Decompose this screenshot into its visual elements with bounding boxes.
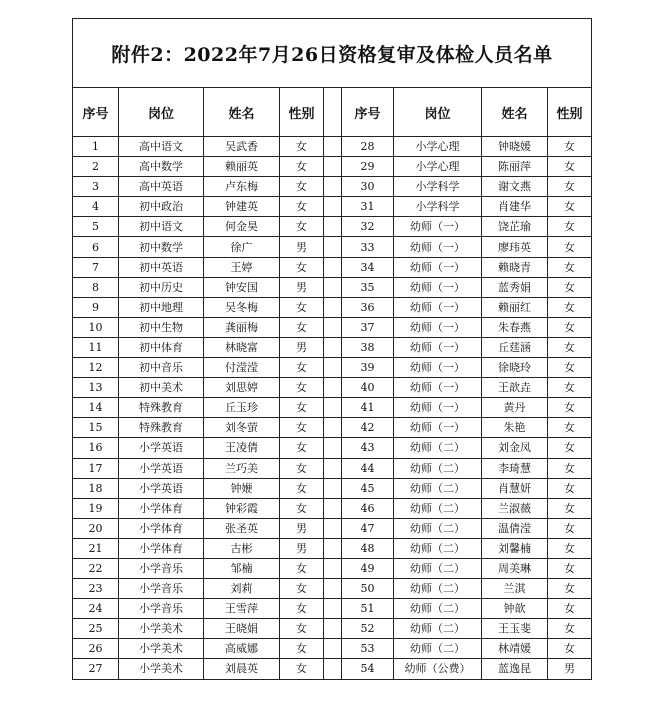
cell-name-right: 廖玮英 [482, 237, 548, 257]
document-sheet [72, 18, 591, 680]
cell-gender-right: 女 [548, 297, 592, 317]
cell-gender-left: 女 [280, 358, 324, 378]
cell-gender-right: 女 [548, 538, 592, 558]
cell-post-right: 幼师（一） [394, 217, 482, 237]
cell-name-left: 钟建英 [204, 197, 280, 217]
cell-gender-left: 女 [280, 418, 324, 438]
column-gap [324, 358, 342, 378]
table-row [73, 518, 592, 538]
cell-seq-right: 54 [342, 659, 394, 679]
cell-name-left: 付滢滢 [204, 358, 280, 378]
cell-gender-left: 女 [280, 398, 324, 418]
cell-gender-right: 女 [548, 478, 592, 498]
cell-seq-right: 40 [342, 378, 394, 398]
table-row [73, 458, 592, 478]
cell-seq-left: 3 [73, 177, 119, 197]
table-row [73, 438, 592, 458]
cell-name-right: 林靖媛 [482, 639, 548, 659]
cell-seq-right: 48 [342, 538, 394, 558]
column-gap [324, 398, 342, 418]
cell-post-right: 幼师（一） [394, 237, 482, 257]
cell-post-left: 小学音乐 [119, 579, 204, 599]
cell-post-right: 幼师（二） [394, 558, 482, 578]
table-row [73, 538, 592, 558]
cell-post-left: 小学体育 [119, 518, 204, 538]
cell-name-left: 兰巧美 [204, 458, 280, 478]
cell-seq-right: 34 [342, 257, 394, 277]
cell-name-left: 王雪萍 [204, 599, 280, 619]
table-row [73, 277, 592, 297]
cell-post-right: 幼师（一） [394, 297, 482, 317]
column-gap [324, 438, 342, 458]
cell-name-left: 邹楠 [204, 558, 280, 578]
cell-gender-right: 女 [548, 197, 592, 217]
cell-seq-left: 6 [73, 237, 119, 257]
cell-post-right: 小学心理 [394, 157, 482, 177]
cell-post-right: 幼师（二） [394, 639, 482, 659]
cell-seq-right: 33 [342, 237, 394, 257]
cell-gender-right: 女 [548, 217, 592, 237]
cell-gender-right: 女 [548, 378, 592, 398]
cell-name-right: 徐晓玲 [482, 358, 548, 378]
cell-name-right: 周美琳 [482, 558, 548, 578]
cell-seq-right: 36 [342, 297, 394, 317]
table-row [73, 317, 592, 337]
cell-gender-left: 男 [280, 538, 324, 558]
cell-gender-right: 女 [548, 458, 592, 478]
cell-seq-left: 4 [73, 197, 119, 217]
header-name-left: 姓名 [204, 88, 280, 137]
cell-name-right: 谢文燕 [482, 177, 548, 197]
cell-gender-left: 女 [280, 378, 324, 398]
cell-seq-left: 8 [73, 277, 119, 297]
cell-name-right: 温倩滢 [482, 518, 548, 538]
cell-post-right: 幼师（二） [394, 579, 482, 599]
column-gap [324, 157, 342, 177]
table-row [73, 659, 592, 679]
cell-gender-right: 女 [548, 498, 592, 518]
cell-gender-right: 女 [548, 277, 592, 297]
cell-name-left: 龚丽梅 [204, 317, 280, 337]
cell-post-left: 初中历史 [119, 277, 204, 297]
cell-gender-right: 男 [548, 659, 592, 679]
header-gender-right: 性别 [548, 88, 592, 137]
column-gap [324, 378, 342, 398]
cell-seq-left: 16 [73, 438, 119, 458]
cell-seq-left: 25 [73, 619, 119, 639]
cell-post-right: 幼师（一） [394, 337, 482, 357]
cell-post-left: 高中语文 [119, 137, 204, 157]
table-row [73, 619, 592, 639]
cell-post-left: 初中政治 [119, 197, 204, 217]
cell-post-right: 幼师（一） [394, 257, 482, 277]
cell-post-right: 幼师（二） [394, 498, 482, 518]
cell-gender-left: 女 [280, 317, 324, 337]
cell-name-left: 刘冬萤 [204, 418, 280, 438]
table-row [73, 498, 592, 518]
column-gap [324, 88, 342, 137]
cell-gender-right: 女 [548, 257, 592, 277]
cell-name-right: 刘馨楠 [482, 538, 548, 558]
cell-gender-right: 女 [548, 639, 592, 659]
cell-name-left: 吴冬梅 [204, 297, 280, 317]
cell-gender-right: 女 [548, 619, 592, 639]
table-row [73, 257, 592, 277]
cell-gender-left: 男 [280, 237, 324, 257]
cell-post-right: 幼师（一） [394, 317, 482, 337]
cell-gender-right: 女 [548, 599, 592, 619]
cell-name-left: 钟安国 [204, 277, 280, 297]
cell-post-right: 幼师（一） [394, 418, 482, 438]
header-post-left: 岗位 [119, 88, 204, 137]
cell-gender-right: 女 [548, 418, 592, 438]
table-row [73, 177, 592, 197]
cell-gender-right: 女 [548, 317, 592, 337]
cell-gender-left: 女 [280, 639, 324, 659]
cell-post-left: 初中美术 [119, 378, 204, 398]
cell-post-left: 初中体育 [119, 337, 204, 357]
column-gap [324, 558, 342, 578]
cell-post-left: 小学体育 [119, 498, 204, 518]
cell-post-right: 幼师（二） [394, 518, 482, 538]
cell-seq-left: 19 [73, 498, 119, 518]
cell-post-left: 初中音乐 [119, 358, 204, 378]
cell-seq-right: 51 [342, 599, 394, 619]
cell-seq-left: 5 [73, 217, 119, 237]
cell-name-right: 钟晓媛 [482, 137, 548, 157]
table-row [73, 358, 592, 378]
document-title: 附件2：2022年7月26日资格复审及体检人员名单 [73, 19, 592, 88]
cell-seq-left: 27 [73, 659, 119, 679]
table-row [73, 378, 592, 398]
cell-name-right: 朱艳 [482, 418, 548, 438]
cell-name-right: 朱春燕 [482, 317, 548, 337]
cell-post-left: 初中语文 [119, 217, 204, 237]
header-name-right: 姓名 [482, 88, 548, 137]
cell-gender-left: 女 [280, 197, 324, 217]
column-gap [324, 518, 342, 538]
cell-name-right: 饶芷瑜 [482, 217, 548, 237]
table-row [73, 558, 592, 578]
cell-post-right: 幼师（一） [394, 277, 482, 297]
header-seq-left: 序号 [73, 88, 119, 137]
table-row [73, 157, 592, 177]
cell-post-left: 小学英语 [119, 458, 204, 478]
cell-post-left: 初中地理 [119, 297, 204, 317]
cell-name-right: 兰淇 [482, 579, 548, 599]
table-row [73, 398, 592, 418]
cell-name-left: 林晓富 [204, 337, 280, 357]
column-gap [324, 458, 342, 478]
cell-name-right: 王歆垚 [482, 378, 548, 398]
cell-seq-right: 29 [342, 157, 394, 177]
cell-gender-left: 女 [280, 137, 324, 157]
cell-name-right: 赖丽红 [482, 297, 548, 317]
column-gap [324, 317, 342, 337]
cell-post-right: 幼师（一） [394, 358, 482, 378]
cell-post-right: 幼师（二） [394, 458, 482, 478]
column-gap [324, 538, 342, 558]
cell-post-right: 小学科学 [394, 177, 482, 197]
column-gap [324, 137, 342, 157]
cell-post-right: 小学心理 [394, 137, 482, 157]
column-gap [324, 197, 342, 217]
cell-seq-right: 46 [342, 498, 394, 518]
cell-post-right: 幼师（公费） [394, 659, 482, 679]
cell-seq-right: 35 [342, 277, 394, 297]
cell-name-right: 兰淑薇 [482, 498, 548, 518]
cell-post-left: 特殊教育 [119, 418, 204, 438]
header-post-right: 岗位 [394, 88, 482, 137]
cell-seq-right: 44 [342, 458, 394, 478]
column-gap [324, 237, 342, 257]
cell-post-left: 小学美术 [119, 639, 204, 659]
cell-seq-right: 42 [342, 418, 394, 438]
cell-name-left: 卢东梅 [204, 177, 280, 197]
table-row [73, 599, 592, 619]
cell-name-left: 吴武香 [204, 137, 280, 157]
column-gap [324, 619, 342, 639]
table-row [73, 217, 592, 237]
table-row [73, 197, 592, 217]
column-gap [324, 418, 342, 438]
cell-name-left: 钟㛹 [204, 478, 280, 498]
cell-seq-right: 52 [342, 619, 394, 639]
cell-name-right: 刘金凤 [482, 438, 548, 458]
cell-name-right: 王玉斐 [482, 619, 548, 639]
cell-gender-left: 女 [280, 599, 324, 619]
cell-gender-right: 女 [548, 438, 592, 458]
cell-gender-right: 女 [548, 398, 592, 418]
cell-seq-left: 2 [73, 157, 119, 177]
cell-name-right: 钟歆 [482, 599, 548, 619]
header-seq-right: 序号 [342, 88, 394, 137]
cell-seq-left: 17 [73, 458, 119, 478]
cell-name-right: 黄丹 [482, 398, 548, 418]
table-row [73, 639, 592, 659]
cell-gender-left: 女 [280, 438, 324, 458]
cell-name-left: 何金昊 [204, 217, 280, 237]
table-row [73, 579, 592, 599]
cell-name-left: 刘莉 [204, 579, 280, 599]
cell-gender-left: 女 [280, 297, 324, 317]
cell-seq-right: 39 [342, 358, 394, 378]
cell-name-left: 高威娜 [204, 639, 280, 659]
cell-gender-left: 男 [280, 518, 324, 538]
column-gap [324, 297, 342, 317]
cell-seq-right: 47 [342, 518, 394, 538]
cell-gender-left: 女 [280, 217, 324, 237]
cell-post-right: 幼师（一） [394, 398, 482, 418]
cell-name-right: 肖建华 [482, 197, 548, 217]
cell-post-right: 幼师（二） [394, 599, 482, 619]
cell-post-right: 幼师（二） [394, 538, 482, 558]
table-row [73, 337, 592, 357]
cell-name-left: 赖丽英 [204, 157, 280, 177]
cell-seq-left: 10 [73, 317, 119, 337]
cell-name-left: 钟彩霞 [204, 498, 280, 518]
cell-seq-left: 11 [73, 337, 119, 357]
cell-name-left: 刘晨英 [204, 659, 280, 679]
column-gap [324, 579, 342, 599]
roster-table [72, 18, 592, 680]
table-row [73, 297, 592, 317]
cell-seq-right: 37 [342, 317, 394, 337]
cell-name-right: 蓝逸昆 [482, 659, 548, 679]
column-gap [324, 639, 342, 659]
cell-gender-right: 女 [548, 337, 592, 357]
cell-seq-right: 30 [342, 177, 394, 197]
column-gap [324, 337, 342, 357]
cell-seq-left: 15 [73, 418, 119, 438]
cell-name-right: 肖慧妍 [482, 478, 548, 498]
cell-name-left: 张圣英 [204, 518, 280, 538]
column-gap [324, 217, 342, 237]
cell-post-left: 小学英语 [119, 478, 204, 498]
cell-gender-left: 女 [280, 458, 324, 478]
cell-seq-right: 45 [342, 478, 394, 498]
cell-gender-left: 女 [280, 579, 324, 599]
column-gap [324, 659, 342, 679]
cell-gender-right: 女 [548, 558, 592, 578]
cell-seq-left: 9 [73, 297, 119, 317]
cell-post-left: 小学美术 [119, 659, 204, 679]
cell-seq-left: 18 [73, 478, 119, 498]
cell-seq-left: 22 [73, 558, 119, 578]
cell-name-right: 蓝秀娟 [482, 277, 548, 297]
cell-post-left: 高中英语 [119, 177, 204, 197]
table-row [73, 137, 592, 157]
cell-seq-left: 20 [73, 518, 119, 538]
cell-post-right: 幼师（二） [394, 438, 482, 458]
cell-name-left: 刘思婷 [204, 378, 280, 398]
cell-gender-left: 女 [280, 619, 324, 639]
cell-post-left: 初中英语 [119, 257, 204, 277]
cell-name-left: 徐广 [204, 237, 280, 257]
cell-seq-right: 43 [342, 438, 394, 458]
cell-post-left: 初中数学 [119, 237, 204, 257]
cell-post-left: 小学英语 [119, 438, 204, 458]
cell-seq-right: 49 [342, 558, 394, 578]
cell-name-right: 赖晓青 [482, 257, 548, 277]
cell-seq-left: 1 [73, 137, 119, 157]
cell-seq-right: 31 [342, 197, 394, 217]
cell-gender-left: 女 [280, 659, 324, 679]
cell-gender-left: 女 [280, 157, 324, 177]
cell-seq-left: 12 [73, 358, 119, 378]
cell-seq-right: 32 [342, 217, 394, 237]
cell-seq-left: 26 [73, 639, 119, 659]
cell-name-left: 王凌倩 [204, 438, 280, 458]
column-gap [324, 478, 342, 498]
cell-post-left: 小学音乐 [119, 599, 204, 619]
table-row [73, 237, 592, 257]
cell-gender-right: 女 [548, 137, 592, 157]
column-gap [324, 177, 342, 197]
cell-post-left: 小学体育 [119, 538, 204, 558]
cell-seq-left: 14 [73, 398, 119, 418]
cell-name-left: 王晓娟 [204, 619, 280, 639]
cell-seq-right: 41 [342, 398, 394, 418]
cell-name-left: 王婷 [204, 257, 280, 277]
cell-post-left: 高中数学 [119, 157, 204, 177]
cell-post-left: 小学音乐 [119, 558, 204, 578]
cell-seq-left: 13 [73, 378, 119, 398]
table-row [73, 478, 592, 498]
cell-gender-right: 女 [548, 579, 592, 599]
column-gap [324, 277, 342, 297]
column-gap [324, 498, 342, 518]
cell-seq-left: 24 [73, 599, 119, 619]
table-header-row [73, 88, 592, 137]
cell-gender-left: 女 [280, 177, 324, 197]
cell-post-left: 初中生物 [119, 317, 204, 337]
cell-seq-right: 28 [342, 137, 394, 157]
cell-gender-right: 女 [548, 358, 592, 378]
cell-post-right: 幼师（一） [394, 378, 482, 398]
cell-gender-right: 女 [548, 157, 592, 177]
cell-seq-right: 38 [342, 337, 394, 357]
cell-gender-left: 男 [280, 277, 324, 297]
cell-seq-left: 7 [73, 257, 119, 277]
cell-post-left: 特殊教育 [119, 398, 204, 418]
cell-gender-left: 女 [280, 558, 324, 578]
cell-seq-left: 23 [73, 579, 119, 599]
column-gap [324, 257, 342, 277]
cell-name-left: 古彬 [204, 538, 280, 558]
cell-name-right: 陈丽萍 [482, 157, 548, 177]
cell-name-left: 丘玉珍 [204, 398, 280, 418]
cell-post-right: 小学科学 [394, 197, 482, 217]
table-row [73, 418, 592, 438]
cell-name-right: 丘莛涵 [482, 337, 548, 357]
header-gender-left: 性别 [280, 88, 324, 137]
cell-post-right: 幼师（二） [394, 478, 482, 498]
cell-gender-right: 女 [548, 237, 592, 257]
cell-post-left: 小学美术 [119, 619, 204, 639]
cell-gender-left: 女 [280, 478, 324, 498]
cell-post-right: 幼师（二） [394, 619, 482, 639]
cell-seq-left: 21 [73, 538, 119, 558]
cell-name-right: 李琦慧 [482, 458, 548, 478]
cell-gender-right: 女 [548, 177, 592, 197]
column-gap [324, 599, 342, 619]
cell-gender-right: 女 [548, 518, 592, 538]
cell-seq-right: 50 [342, 579, 394, 599]
cell-seq-right: 53 [342, 639, 394, 659]
cell-gender-left: 女 [280, 498, 324, 518]
cell-gender-left: 男 [280, 337, 324, 357]
cell-gender-left: 女 [280, 257, 324, 277]
